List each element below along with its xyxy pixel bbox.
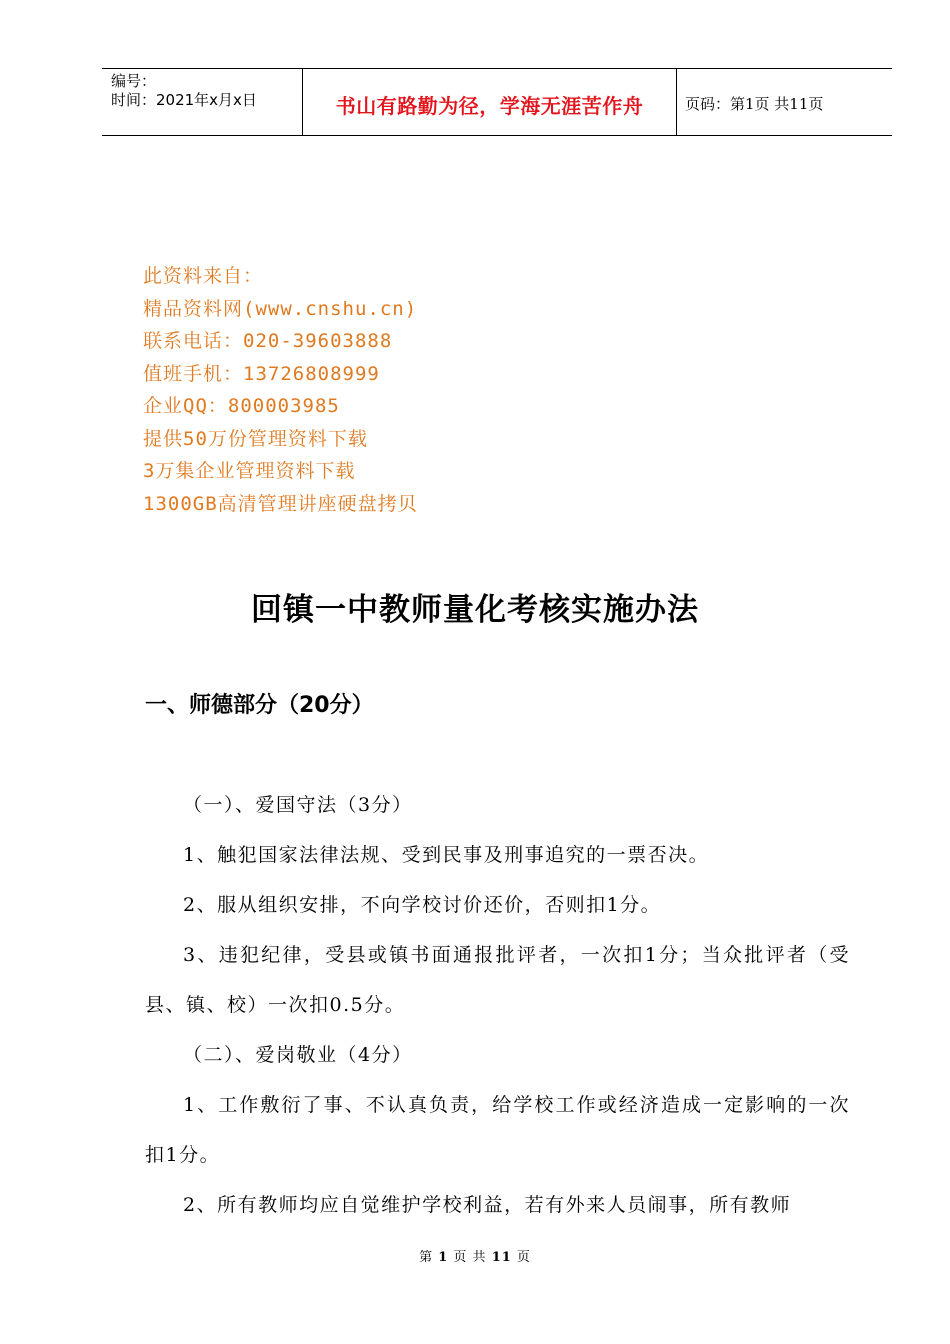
ad-line-mobile: 值班手机：13726808999 [143, 362, 380, 385]
paragraph: 1、工作敷衍了事、不认真负责，给学校工作或经济造成一定影响的一次扣1分。 [145, 1094, 850, 1166]
paragraph: 3、违犯纪律，受县或镇书面通报批评者，一次扣1分；当众批评者（受县、镇、校）一次扣0.5分。 [145, 944, 850, 1016]
paragraph: 1、触犯国家法律法规、受到民事及刑事追究的一票否决。 [183, 844, 710, 866]
paragraph: 2、服从组织安排，不向学校讨价还价，否则扣1分。 [183, 894, 662, 916]
ad-line: 3万集企业管理资料下载 [143, 460, 356, 482]
ad-line: 此资料来自： [143, 265, 264, 287]
paragraph: 2、所有教师均应自觉维护学校利益，若有外来人员闹事，所有教师 [183, 1194, 792, 1216]
footer-page-number: 1 [438, 1250, 449, 1265]
footer-middle: 页 共 [453, 1250, 487, 1265]
header-meta-cell [102, 69, 303, 135]
subsection-heading: （一）、爱国守法（3分） [183, 794, 413, 816]
header-page-info: 页码：第1页 共11页 [685, 94, 824, 113]
source-ad-block [143, 260, 418, 520]
ad-line: 1300GB高清管理讲座硬盘拷贝 [143, 492, 418, 515]
ad-line-website[interactable]: 精品资料网(www.cnshu.cn) [143, 297, 418, 320]
ad-line-qq: 企业QQ：800003985 [143, 395, 340, 417]
page-header [102, 68, 892, 136]
header-motto: 书山有路勤为径，学海无涯苦作舟 [303, 69, 677, 135]
document-body [145, 780, 850, 1230]
section-heading: 一、师德部分（20分） [145, 693, 374, 718]
ad-line-phone: 联系电话：020-39603888 [143, 330, 393, 352]
subsection-heading: （二）、爱岗敬业（4分） [183, 1044, 413, 1066]
document-title: 回镇一中教师量化考核实施办法 [251, 592, 699, 628]
footer-prefix: 第 [419, 1250, 434, 1265]
footer-total-pages: 11 [491, 1250, 512, 1265]
footer-suffix: 页 [516, 1250, 531, 1265]
serial-label: 编号： [111, 72, 157, 90]
ad-line: 提供50万份管理资料下载 [143, 427, 368, 450]
date-line: 时间：2021年x月x日 [111, 91, 257, 109]
page-footer [0, 1246, 950, 1265]
